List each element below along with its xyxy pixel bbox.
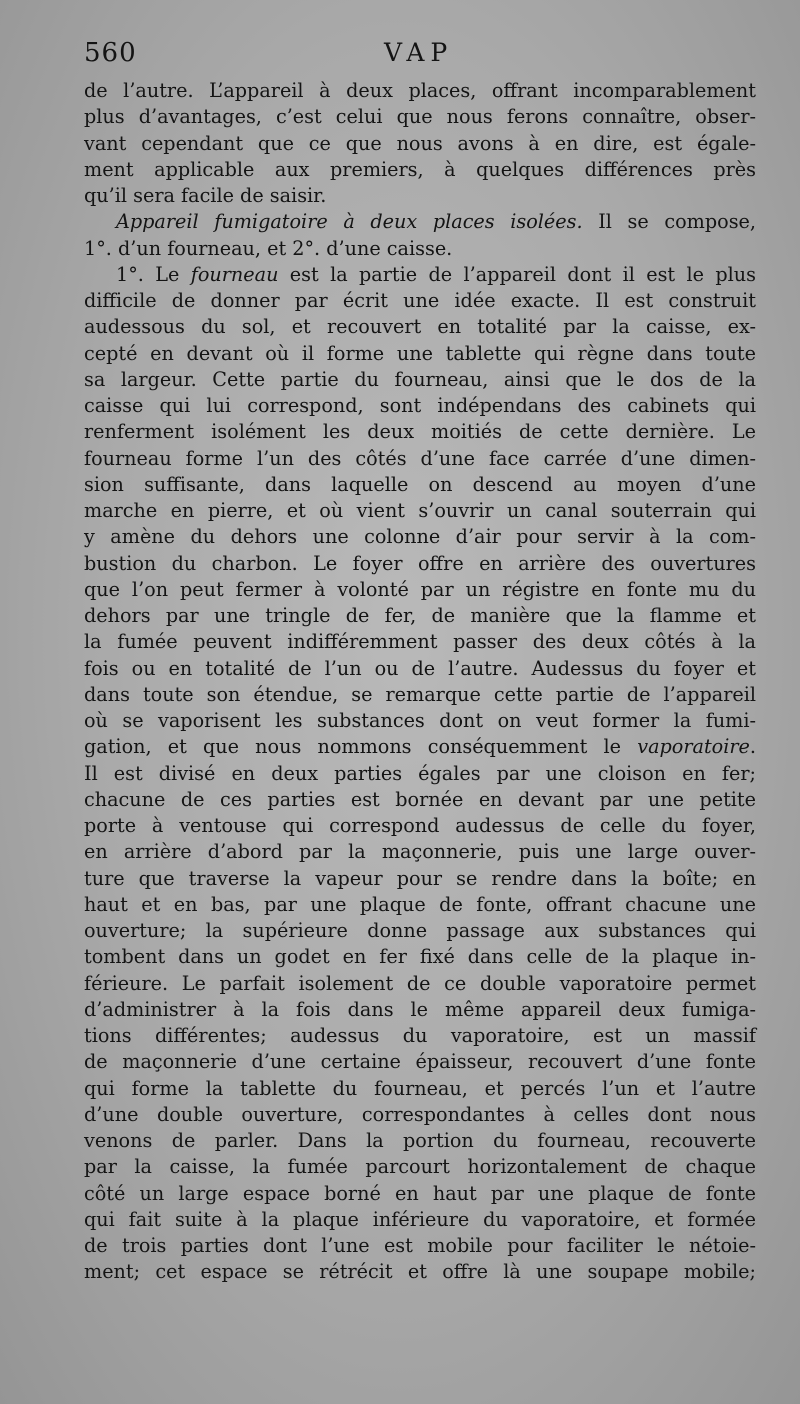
text-line: [84, 1181, 756, 1207]
text-run: tombent dans un godet en fer fixé dans celle de la plaque in-: [84, 945, 756, 969]
text-run: ment; cet espace se rétrécit et offre là une soupape mobile;: [84, 1260, 756, 1284]
text-line: [84, 839, 756, 865]
text-run: la fumée peuvent indifféremment passer des deux côtés à la: [84, 630, 756, 654]
text-line: [84, 1259, 756, 1285]
text-line: [84, 157, 756, 183]
italic-run: fourneau: [190, 262, 279, 286]
text-line: [84, 603, 756, 629]
text-line: [84, 78, 756, 104]
text-line: [84, 104, 756, 130]
text-line: [84, 183, 756, 209]
text-line: [84, 131, 756, 157]
text-run: caisse qui lui correspond, sont indépendans des cabinets qui: [84, 394, 756, 417]
text-line: [84, 918, 756, 944]
text-run: de maçonnerie d’une certaine épaisseur, recouvert d’une fonte: [84, 1050, 756, 1074]
text-line: [84, 472, 756, 498]
text-line: [84, 262, 756, 288]
text-run: gation, et que nous nommons conséquemment le: [84, 735, 638, 759]
text-line: [84, 1207, 756, 1233]
text-run: Il est divisé en deux parties égales par une cloison en fer;: [84, 761, 756, 785]
text-line: [84, 1154, 756, 1180]
text-run: d’une double ouverture, correspondantes à celles dont nous: [84, 1102, 756, 1126]
text-line: [84, 393, 756, 419]
text-run: haut et en bas, par une plaque de fonte, offrant chacune une: [84, 892, 756, 916]
text-line: [84, 551, 756, 577]
page-number: 560: [84, 38, 137, 68]
text-run: ture que traverse la vapeur pour se rendre dans la boîte; en: [84, 866, 756, 890]
italic-run: vaporatoire: [637, 735, 750, 759]
text-line: [84, 866, 756, 892]
text-run: d’administrer à la fois dans le même appareil deux fumiga-: [84, 997, 756, 1021]
text-run: marche en pierre, et où vient s’ouvrir un canal souterrain qui: [84, 499, 756, 522]
text-run: en arrière d’abord par la maçonnerie, puis une large ouver-: [84, 840, 756, 864]
running-title: VAP: [384, 38, 454, 67]
text-line: [84, 682, 756, 708]
body-text: [84, 78, 756, 1286]
text-line: [84, 446, 756, 472]
text-run: tions différentes; audessus du vaporatoire, est un massif: [84, 1024, 756, 1047]
text-run: est la partie de l’appareil dont il est le plus: [278, 262, 756, 286]
running-head: [84, 38, 754, 78]
text-run: qui forme la tablette du fourneau, et percés l’un et l’autre: [84, 1076, 756, 1100]
text-run: audessous du sol, et recouvert en totalité par la caisse, ex-: [84, 315, 756, 339]
text-line: [84, 236, 756, 262]
text-line: [84, 1023, 756, 1049]
text-line: [84, 997, 756, 1023]
text-run: qu’il sera facile de saisir.: [84, 184, 327, 207]
text-run: bustion du charbon. Le foyer offre en arrière des ouvertures: [84, 551, 756, 575]
text-run: que l’on peut fermer à volonté par un régistre en fonte mu du: [84, 577, 756, 601]
italic-run: Appareil fumigatoire à deux places isolées.: [116, 210, 583, 234]
text-run: porte à ventouse qui correspond audessus de celle du foyer,: [84, 814, 756, 837]
text-run: férieure. Le parfait isolement de ce double vaporatoire permet: [84, 971, 756, 995]
text-run: 1°. Le: [116, 262, 191, 286]
text-run: difficile de donner par écrit une idée exacte. Il est construit: [84, 289, 756, 312]
text-run: Il se compose,: [582, 210, 756, 234]
text-line: [84, 787, 756, 813]
text-line: [84, 1102, 756, 1128]
text-run: chacune de ces parties est bornée en devant par une petite: [84, 787, 756, 811]
text-line: [84, 314, 756, 340]
text-run: dans toute son étendue, se remarque cette partie de l’appareil: [84, 682, 756, 706]
text-run: par la caisse, la fumée parcourt horizontalement de chaque: [84, 1155, 756, 1179]
text-run: de trois parties dont l’une est mobile pour faciliter le nétoie-: [84, 1234, 756, 1257]
text-line: [84, 892, 756, 918]
text-line: [84, 1076, 756, 1102]
text-run: plus d’avantages, c’est celui que nous ferons connaître, obser-: [84, 105, 756, 129]
text-run: 1°. d’un fourneau, et 2°. d’une caisse.: [84, 236, 453, 260]
text-line: [84, 1128, 756, 1154]
text-run: sa largeur. Cette partie du fourneau, ainsi que le dos de la: [84, 367, 756, 391]
text-run: ouverture; la supérieure donne passage aux substances qui: [84, 919, 756, 942]
text-line: [84, 367, 756, 393]
text-line: [84, 209, 756, 235]
text-run: fourneau forme l’un des côtés d’une face carrée d’une dimen-: [84, 446, 756, 470]
text-run: dehors par une tringle de fer, de manière que la flamme et: [84, 604, 756, 627]
text-run: de l’autre. L’appareil à deux places, offrant incomparablement: [84, 79, 756, 102]
text-line: [84, 524, 756, 550]
text-run: sion suffisante, dans laquelle on descend au moyen d’une: [84, 472, 756, 496]
text-run: cepté en devant où il forme une tablette qui règne dans toute: [84, 341, 756, 365]
text-run: où se vaporisent les substances dont on veut former la fumi-: [84, 709, 756, 732]
text-run: vant cependant que ce que nous avons à en dire, est égale-: [84, 131, 756, 155]
text-run: venons de parler. Dans la portion du fourneau, recouverte: [84, 1129, 756, 1152]
text-line: [84, 656, 756, 682]
text-line: [84, 1049, 756, 1075]
text-run: qui fait suite à la plaque inférieure du vaporatoire, et formée: [84, 1207, 756, 1231]
text-line: [84, 419, 756, 445]
text-run: ment applicable aux premiers, à quelques différences près: [84, 157, 756, 181]
text-line: [84, 629, 756, 655]
text-line: [84, 761, 756, 787]
text-line: [84, 708, 756, 734]
text-line: [84, 734, 756, 760]
text-run: .: [749, 735, 756, 759]
text-line: [84, 498, 756, 524]
text-line: [84, 944, 756, 970]
text-line: [84, 1233, 756, 1259]
text-line: [84, 288, 756, 314]
text-line: [84, 341, 756, 367]
text-run: renferment isolément les deux moitiés de cette dernière. Le: [84, 420, 756, 444]
text-line: [84, 971, 756, 997]
text-line: [84, 577, 756, 603]
text-run: côté un large espace borné en haut par une plaque de fonte: [84, 1181, 756, 1205]
text-run: y amène du dehors une colonne d’air pour servir à la com-: [84, 525, 756, 549]
text-run: fois ou en totalité de l’un ou de l’autre. Audessus du foyer et: [84, 656, 756, 680]
text-line: [84, 813, 756, 839]
